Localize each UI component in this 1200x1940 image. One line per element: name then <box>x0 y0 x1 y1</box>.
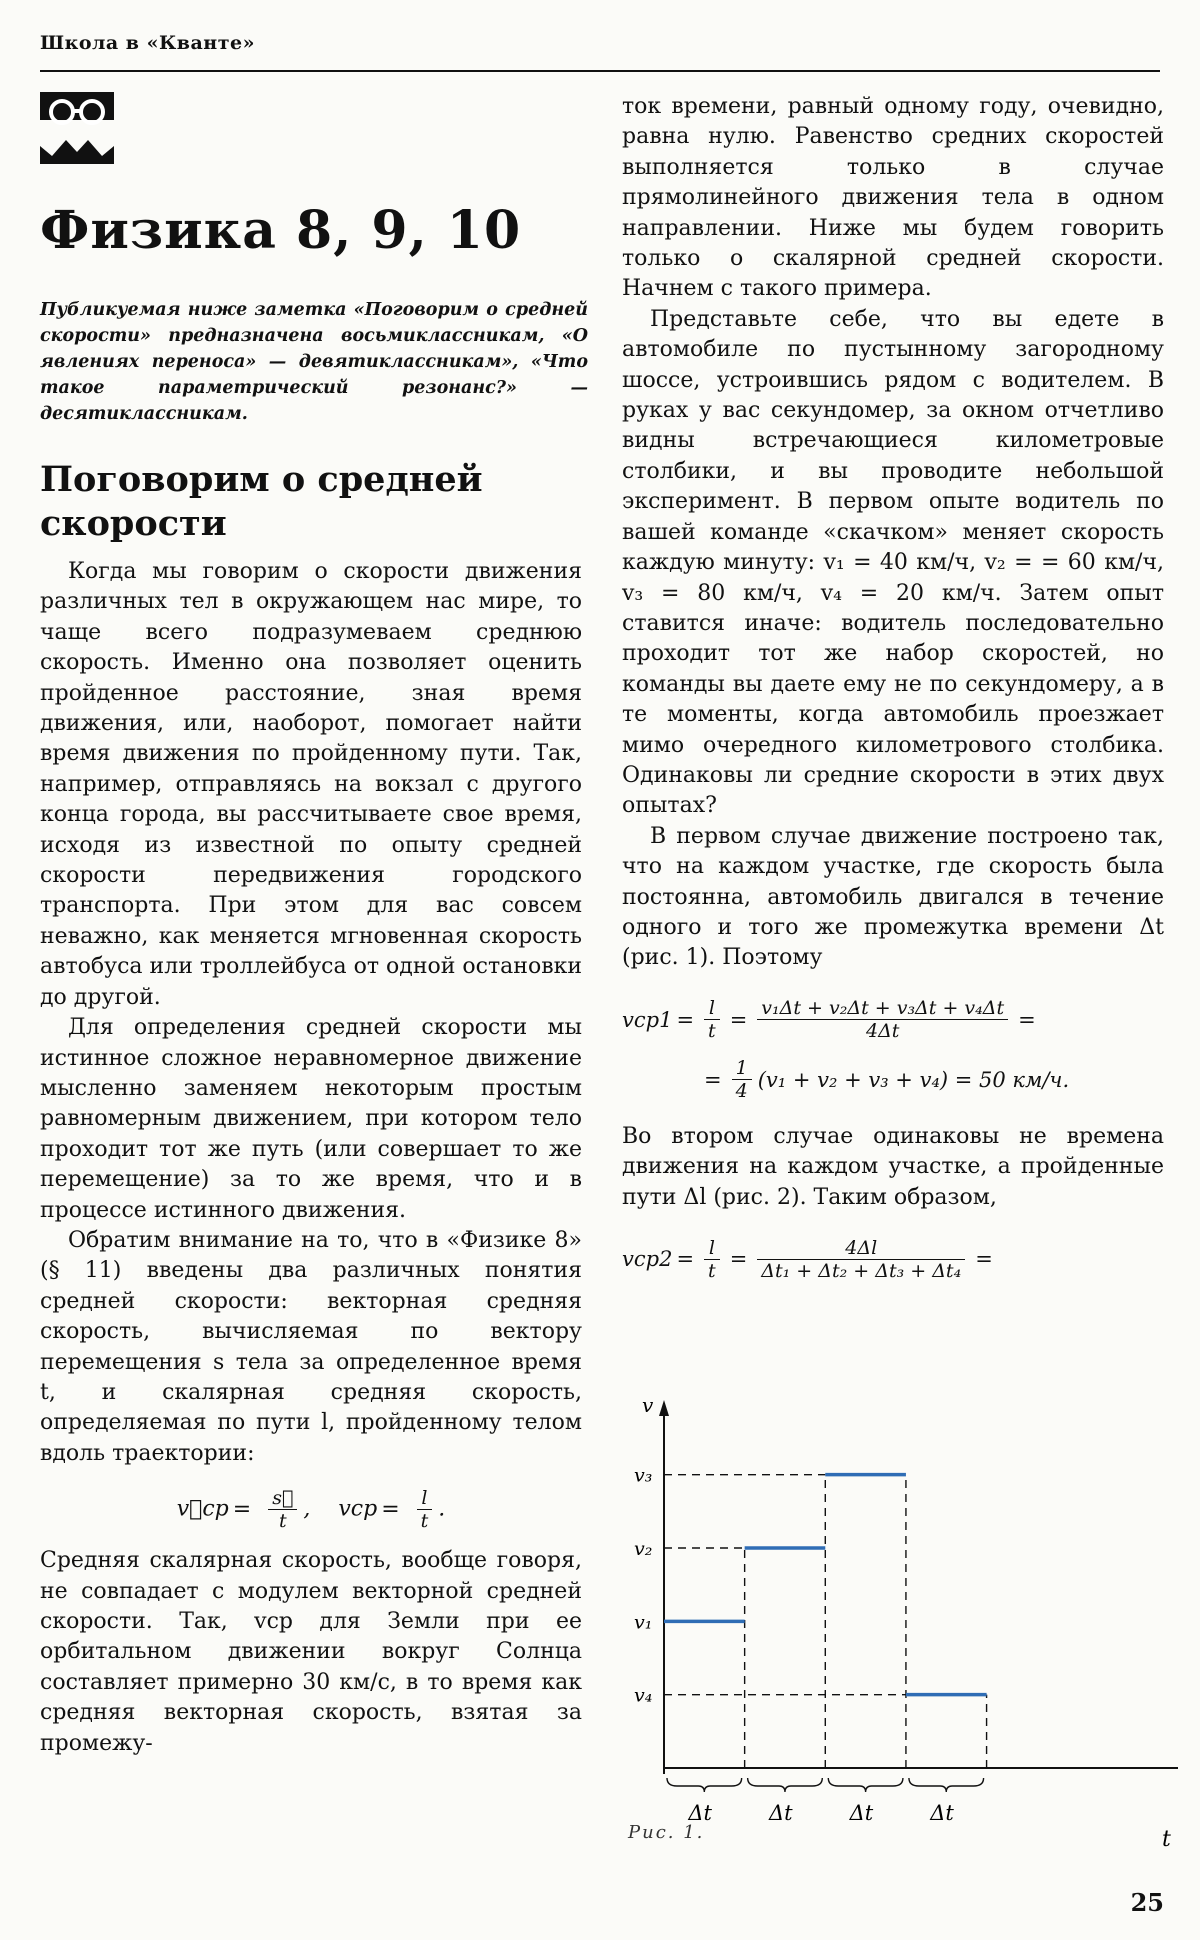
page-number: 25 <box>1130 1888 1164 1917</box>
left-paragraph-4: Средняя скалярная скорость, вообще говоря, не совпадает с модулем векторной средней скорости. Так, vср для Земли при ее орбитальном движении вокруг Солнца составляет примерно 30 км/с, в то время как средняя векторная скорость, взятая за промежу- <box>40 1548 582 1756</box>
formula-vcp1: vср1 = $\frac{l}{t}$ = $\frac{\text{v₁Δt + v₂Δt + v₃Δt + v₄Δt}}{4\Delta t}$ = = $\frac{1}{4}$ (v₁ + v₂ + v₃ + v₄) = 50 км/ч. <box>622 997 1070 1103</box>
interval-brace-2 <box>748 1778 823 1792</box>
x-tick-label-3: Δt <box>849 1801 874 1825</box>
formula-vcp2: vср2 = $\frac{l}{t}$ = $\frac{4\Delta l}{\text{Δt₁ + Δt₂ + Δt₃ + Δt₄}}$ = <box>622 1236 993 1282</box>
formula-2-num-2: 4Δl <box>757 1237 965 1260</box>
formula-1-den-1: t <box>708 1020 716 1043</box>
interval-brace-1 <box>667 1778 742 1792</box>
y-tick-label-4: v₄ <box>634 1684 653 1707</box>
y-tick-label-3: v₁ <box>634 1611 653 1634</box>
spectacles-logo-icon <box>40 92 114 164</box>
x-tick-label-2: Δt <box>768 1801 793 1825</box>
average-speed-definitions: v⃗ср = $\frac{s⃗}{t}$ , vср = $\frac{l}{t}$ . <box>176 1487 446 1533</box>
formula-1-num-2: v₁Δt + v₂Δt + v₃Δt + v₄Δt <box>757 997 1008 1020</box>
left-paragraph-3: Обратим внимание на то, что в «Физике 8» (§ 11) введены два различных понятия средней скорости: векторная средняя скорость, вычисляемая по вектору перемещения s тела за определенное время t, и скалярная средняя скорость, определяемая по пути l, пройденному телом вдоль траектории: <box>40 1227 582 1466</box>
formula-2-lhs: vср2 <box>622 1246 673 1271</box>
scalar-speed-denominator: t <box>420 1510 429 1533</box>
x-axis-label: t <box>1162 1827 1171 1850</box>
formula-1-num-1: l <box>704 997 720 1020</box>
scalar-speed-lhs: vср <box>338 1496 378 1522</box>
section-header: Школа в «Кванте» <box>40 32 255 54</box>
right-column <box>622 92 1164 1301</box>
page-title: Физика 8, 9, 10 <box>40 200 522 261</box>
left-paragraph-2: Для определения средней скорости мы истинное сложное неравномерное движение мысленно заменяем некоторым простым равномерным движением, при котором тело проходит тот же путь (или совершает то же перемещение) за то же время, что и в процессе истинного движения. <box>40 1015 582 1223</box>
formula-1b-den: 4 <box>735 1080 748 1103</box>
y-axis-label: v <box>642 1393 654 1417</box>
vector-speed-denominator: t <box>278 1510 287 1533</box>
y-tick-label-1: v₃ <box>634 1464 653 1487</box>
figure-caption: Рис. 1. <box>628 1822 705 1843</box>
scalar-speed-numerator: l <box>417 1487 433 1510</box>
formula-1b-rest: (v₁ + v₂ + v₃ + v₄) = 50 км/ч. <box>757 1067 1070 1092</box>
right-paragraph-2: Представьте себе, что вы едете в автомобиле по пустынному загородному шоссе, устроившись рядом с водителем. В руках у вас секундомер, за окном отчетливо видны встречающиеся километровые столбики, и вы проводите небольшой эксперимент. В первом опыте водитель по вашей команде «скачком» меняет скорость каждую минуту: v₁ = 40 км/ч, v₂ = = 60 км/ч, v₃ = 80 км/ч, v₄ = 20 км/ч. Затем опыт ставится иначе: водитель последовательно проходит тот же набор скоростей, но команды вы даете ему не по секундомеру, а в те моменты, когда автомобиль проезжает мимо очередного километрового столбика. Одинаковы ли средние скорости в этих двух опытах? <box>622 306 1164 819</box>
formula-2-den-2: Δt₁ + Δt₂ + Δt₃ + Δt₄ <box>761 1259 962 1282</box>
interval-brace-4 <box>909 1778 984 1792</box>
figure-1-velocity-chart <box>612 1390 1182 1850</box>
interval-brace-3 <box>828 1778 903 1792</box>
x-tick-label-1: Δt <box>688 1801 712 1825</box>
vector-speed-lhs: v⃗ср <box>176 1496 229 1522</box>
right-paragraph-3: В первом случае движение построено так, что на каждом участке, где скорость была постоянна, автомобиль двигался в течение одного и того же промежутка времени Δt (рис. 1). Поэтому <box>622 823 1164 971</box>
x-tick-label-4: Δt <box>930 1801 954 1825</box>
left-paragraph-1: Когда мы говорим о скорости движения различных тел в окружающем нас мире, то чаще всего подразумеваем среднюю скорость. Именно она позволяет оценить пройденное расстояние, зная время движения, или, наоборот, помогает найти время движения по пройденному пути. Так, например, отправляясь на вокзал с другого конца города, вы рассчитываете свое время, исходя из известной по опыту средней скорости передвижения городского транспорта. При этом для вас совсем неважно, как меняется мгновенная скорость автобуса или троллейбуса от одной остановки до другой. <box>40 559 582 1010</box>
y-axis-arrow <box>659 1400 669 1416</box>
vector-speed-numerator: s⃗ <box>268 1487 297 1510</box>
y-tick-label-2: v₂ <box>634 1538 653 1560</box>
formula-1-den-2: 4Δt <box>865 1020 900 1043</box>
left-column <box>40 557 582 1759</box>
formula-2-den-1: t <box>708 1259 716 1282</box>
formula-1-lhs: vср1 <box>622 1007 673 1032</box>
right-paragraph-4: Во втором случае одинаковы не времена движения на каждом участке, а пройденные пути Δl (рис. 2). Таким образом, <box>622 1123 1164 1210</box>
right-paragraph-1: ток времени, равный одному году, очевидно, равна нулю. Равенство средних скоростей выполняется только в случае прямолинейного движения тела в одном направлении. Ниже мы будем говорить только о скалярной средней скорости. Начнем с такого примера. <box>622 94 1164 302</box>
intro-note: Публикуемая ниже заметка «Поговорим о средней скорости» предназначена восьмиклассникам, «О явлениях переноса» — девятиклассникам», «Что такое параметрический резонанс?» — десятиклассникам. <box>40 300 588 424</box>
formula-2-num-1: l <box>704 1237 720 1260</box>
header-rule <box>40 70 1160 72</box>
article-title: Поговорим о средней скорости <box>40 459 483 544</box>
formula-1b-num: 1 <box>732 1057 752 1080</box>
